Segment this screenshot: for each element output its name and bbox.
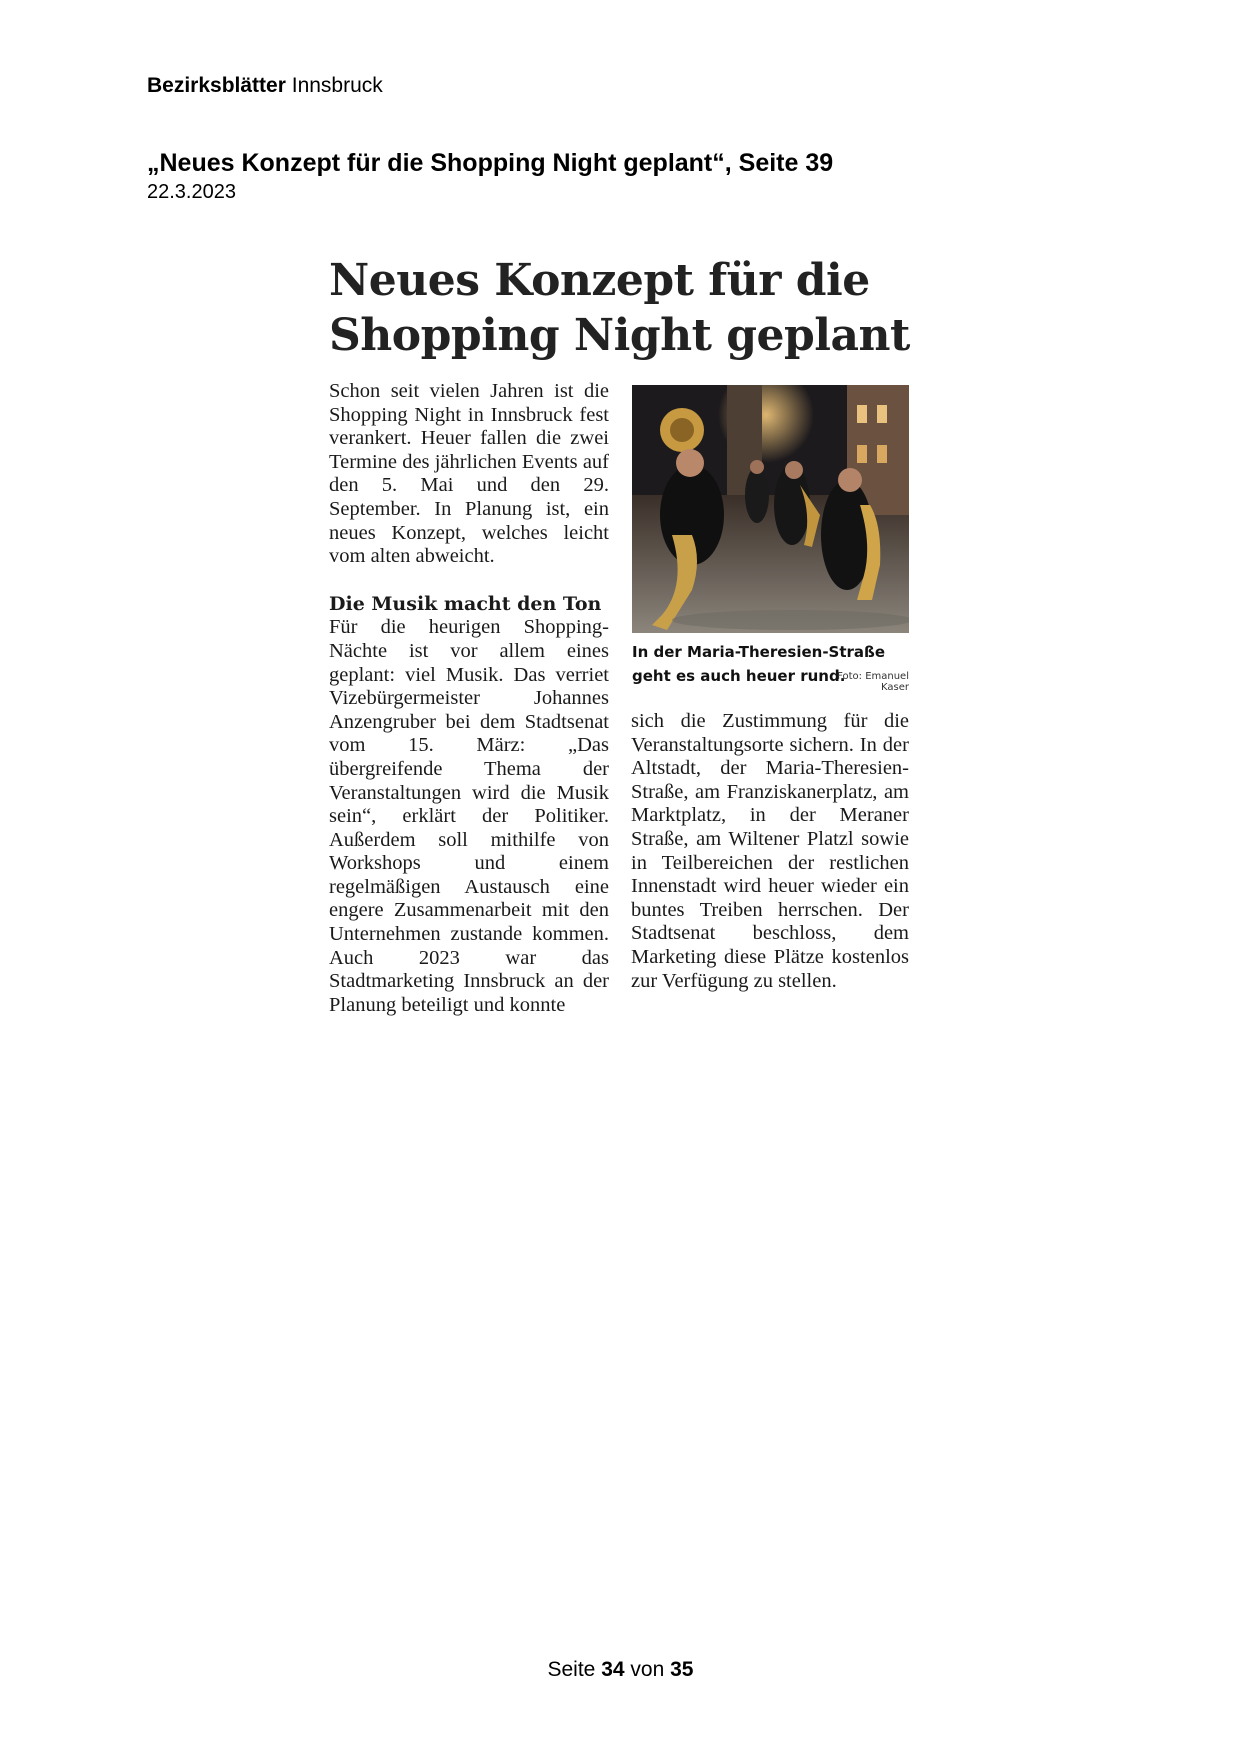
headline-line-2: Shopping Night geplant [329,310,910,361]
article-lead: Schon seit vielen Jahren ist die Shopping Night in Innsbruck fest verankert. Heuer fallen die zwei Termine des jährlichen Events auf den 5. Mai und den 29. September. In Planung ist, ein neues Konzept, welches leicht vom alten abweicht. [329,380,609,568]
article-subhead: Die Musik macht den Ton [329,592,602,615]
footer-prefix: Seite [547,1658,596,1681]
photo-caption: In der Maria-Theresien-Straße geht es auch heuer rund. [632,643,886,685]
page-footer [0,1658,1241,1682]
article-photo [632,385,909,633]
footer-page-number: 34 [601,1658,625,1681]
publication-name: Bezirksblätter [147,74,286,97]
brass-band-photo [632,385,909,633]
publication-header [147,74,383,98]
publication-region: Innsbruck [291,74,383,97]
clip-title: „Neues Konzept für die Shopping Night geplant“, Seite 39 [147,149,834,177]
article-column-1 [329,380,609,1017]
article-body-column-2: sich die Zustimmung für die Veranstaltungsorte sichern. In der Altstadt, der Maria-Theresien-Straße, am Franziskanerplatz, am Marktplatz, in der Meraner Straße, am Wiltener Platzl sowie in Teilbereichen der restlichen Innenstadt wird heuer wieder ein buntes Treiben herrschen. Der Stadtsenat beschloss, dem Marketing diese Plätze kostenlos zur Verfügung zu stellen. [631,710,909,992]
footer-middle: von [630,1658,665,1681]
headline-line-1: Neues Konzept für die [329,255,870,306]
footer-total-pages: 35 [670,1658,694,1681]
photo-credit: Foto: Emanuel Kaser [837,671,909,693]
article-body-column-1: Für die heurigen Shopping-Nächte ist vor allem eines geplant: viel Musik. Das verriet Vizebürgermeister Johannes Anzengruber bei dem Stadtsenat vom 15. März: „Das übergreifende Thema der Veranstaltungen wird die Musik sein“, erklärt der Politiker. Außerdem soll mithilfe von Workshops und einem regelmäßigen Austausch eine engere Zusammenarbeit mit den Unternehmen zustande kommen. Auch 2023 war das Stadtmarketing Innsbruck an der Planung beteiligt und konnte [329,616,609,1016]
article-headline [329,253,929,363]
clip-date: 22.3.2023 [147,181,236,203]
article-column-2 [631,710,909,993]
